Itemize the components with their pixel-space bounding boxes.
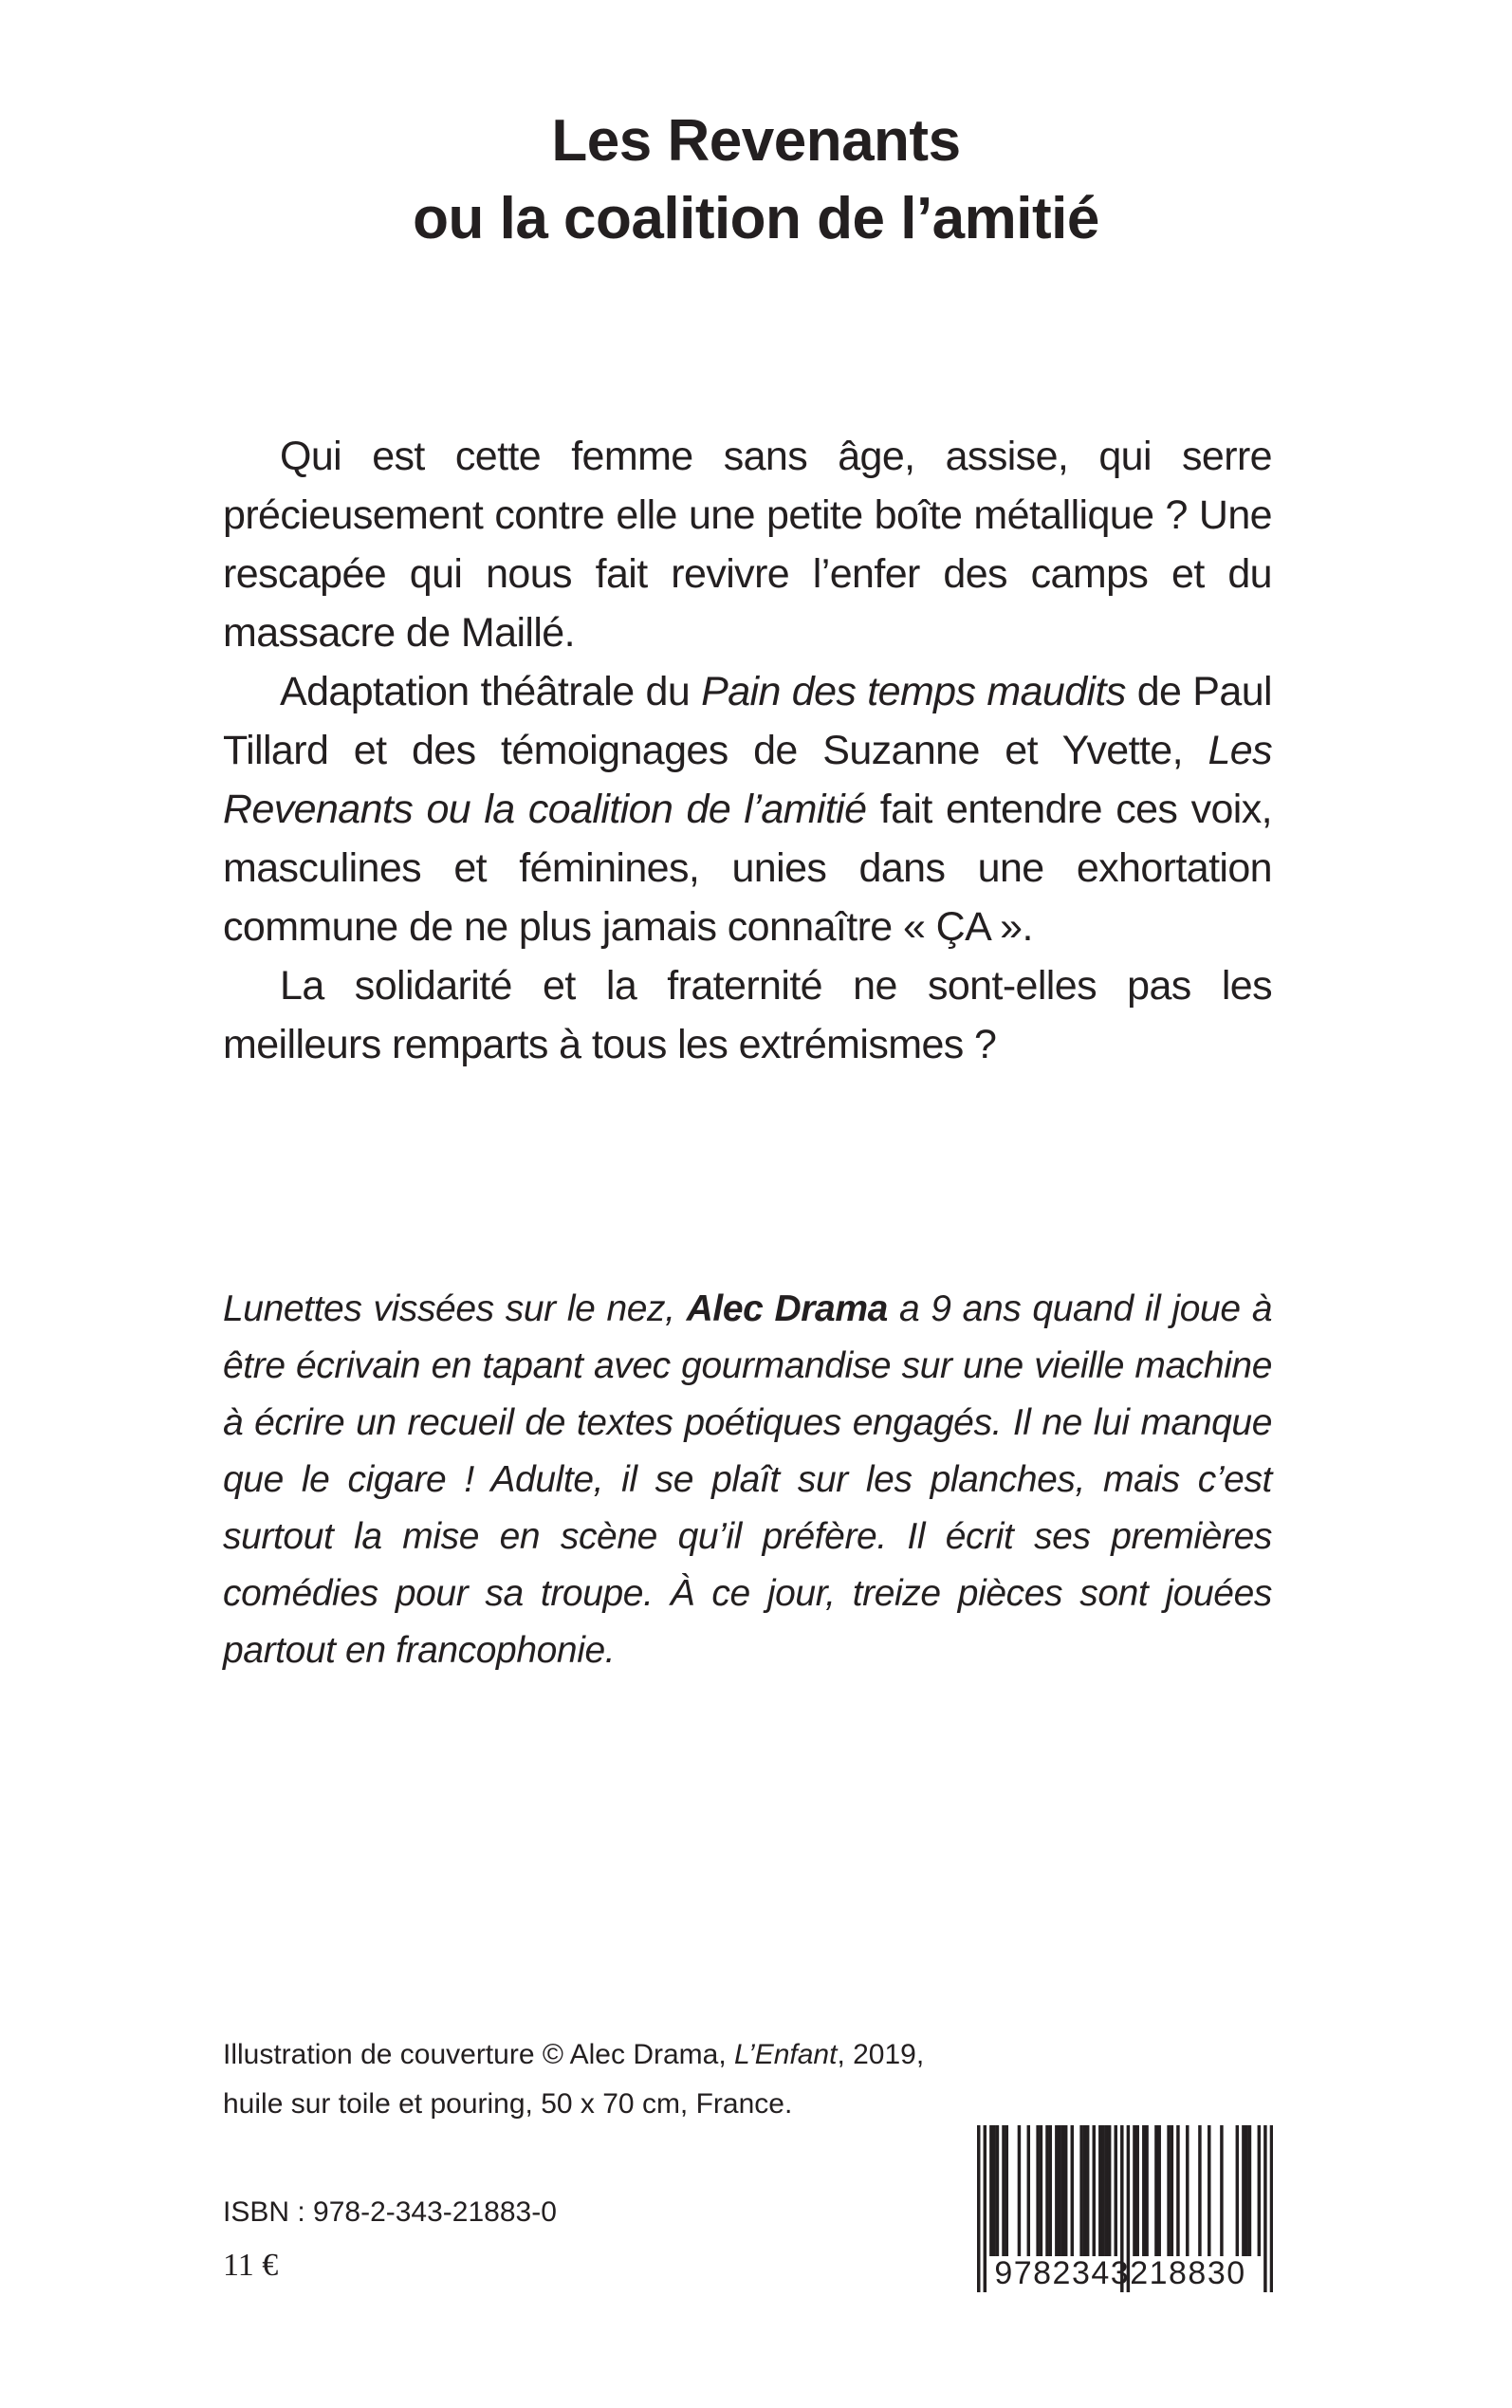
barcode-bar bbox=[996, 2125, 999, 2256]
barcode-bar bbox=[1142, 2125, 1145, 2256]
barcode-bar bbox=[1171, 2125, 1173, 2256]
title-line-1: Les Revenants bbox=[551, 108, 961, 174]
barcode-bar bbox=[1036, 2125, 1039, 2256]
barcode-bar bbox=[1064, 2125, 1067, 2256]
barcode-bar bbox=[1027, 2125, 1030, 2256]
blurb-paragraph-1: Qui est cette femme sans âge, assise, qui serre précieusement contre elle une petite boîte métallique ? Une rescapée qui nous fait revivre l’enfer des camps et du massacre de Maillé. bbox=[223, 434, 1272, 656]
barcode-bar bbox=[1002, 2125, 1005, 2256]
isbn: ISBN : 978-2-343-21883-0 bbox=[223, 2196, 557, 2228]
book-title bbox=[0, 102, 1512, 258]
blurb-p2-italic-title: Pain des temps maudits bbox=[701, 669, 1126, 714]
barcode-bar bbox=[1105, 2125, 1108, 2256]
blurb-paragraph-3: La solidarité et la fraternité ne sont-elles pas les meilleurs remparts à tous les extrémismes ? bbox=[223, 963, 1272, 1067]
barcode-bar bbox=[1198, 2125, 1201, 2256]
author-bio bbox=[223, 1281, 1272, 1679]
barcode-bar bbox=[1167, 2125, 1170, 2256]
credit-line-1 bbox=[223, 2030, 1077, 2080]
barcode-bar bbox=[1176, 2125, 1179, 2256]
bio-text-a: Lunettes vissées sur le nez, bbox=[223, 1288, 687, 1329]
blurb-p2-text-e: fait entendre ces voix, masculines et féminines, unies dans une exhortation commune de ne plus jamais connaître « ÇA ». bbox=[223, 787, 1272, 950]
barcode-bar bbox=[1101, 2125, 1104, 2256]
barcode-bar bbox=[1245, 2125, 1247, 2256]
credit-text-b: , 2019, bbox=[837, 2039, 925, 2070]
barcode-bar bbox=[1071, 2125, 1074, 2256]
barcode-bar bbox=[1154, 2125, 1157, 2256]
price: 11 € bbox=[223, 2248, 279, 2283]
cover-credit bbox=[223, 2030, 1077, 2129]
barcode-bar bbox=[1242, 2125, 1245, 2256]
credit-work-title: L’Enfant bbox=[734, 2039, 838, 2070]
barcode-bar bbox=[1133, 2125, 1135, 2256]
blurb-p2-text-a: Adaptation théâtrale du bbox=[280, 669, 702, 714]
barcode-bar bbox=[1236, 2125, 1239, 2256]
barcode-bar bbox=[1058, 2125, 1060, 2256]
barcode-bar bbox=[1135, 2125, 1138, 2256]
barcode-bar bbox=[1086, 2125, 1089, 2256]
barcode-bar bbox=[1049, 2125, 1052, 2256]
blurb-p2-text-c: de Paul Tillard et des témoignages de Suzanne et Yvette, bbox=[223, 669, 1272, 773]
barcode-bar bbox=[1061, 2125, 1064, 2256]
blurb-paragraph-2 bbox=[223, 662, 1272, 956]
barcode-bar bbox=[1145, 2125, 1148, 2256]
barcode-bar bbox=[1186, 2125, 1189, 2256]
blurb bbox=[223, 427, 1272, 1074]
barcode-bar bbox=[1157, 2125, 1160, 2256]
barcode-bar bbox=[1055, 2125, 1058, 2256]
bio-text-b: a 9 ans quand il joue à être écrivain en tapant avec gourmandise sur une vieille machine à écrire un recueil de textes poétiques engagés. Il ne lui manque que le cigare ! Adulte, il se plaît sur les planches, mais c’est surtout la mise en scène qu’il préfère. Il écrit ses premières comédies pour sa troupe. À ce jour, treize pièces sont jouées partout en francophonie. bbox=[223, 1288, 1272, 1671]
barcode-bar bbox=[1208, 2125, 1210, 2256]
barcode-bar bbox=[1083, 2125, 1086, 2256]
bio-author-name: Alec Drama bbox=[686, 1288, 888, 1329]
barcode-bar bbox=[1220, 2125, 1223, 2256]
barcode-bar bbox=[1018, 2125, 1021, 2256]
barcode-bar bbox=[1093, 2125, 1096, 2256]
barcode-bar bbox=[1079, 2125, 1082, 2256]
barcode-bar bbox=[1005, 2125, 1008, 2256]
barcode-bar bbox=[992, 2125, 995, 2256]
barcode-bar bbox=[1248, 2125, 1251, 2256]
barcode-bar bbox=[1045, 2125, 1048, 2256]
barcode-bar bbox=[989, 2125, 992, 2256]
title-line-2: ou la coalition de l’amitié bbox=[413, 186, 1099, 251]
blurb-p2-italic-play-title: Les Revenants ou la coalition de l’amitié bbox=[223, 728, 1272, 832]
credit-line-2: huile sur toile et pouring, 50 x 70 cm, France. bbox=[223, 2088, 793, 2120]
barcode-bar bbox=[1108, 2125, 1111, 2256]
barcode-digits: 9782343218830 bbox=[994, 2255, 1246, 2291]
barcode-bar bbox=[1115, 2125, 1117, 2256]
barcode-bar bbox=[1040, 2125, 1042, 2256]
barcode-bar bbox=[1258, 2125, 1261, 2256]
barcode-bar bbox=[1098, 2125, 1101, 2256]
credit-text-a: Illustration de couverture © Alec Drama, bbox=[223, 2039, 735, 2070]
